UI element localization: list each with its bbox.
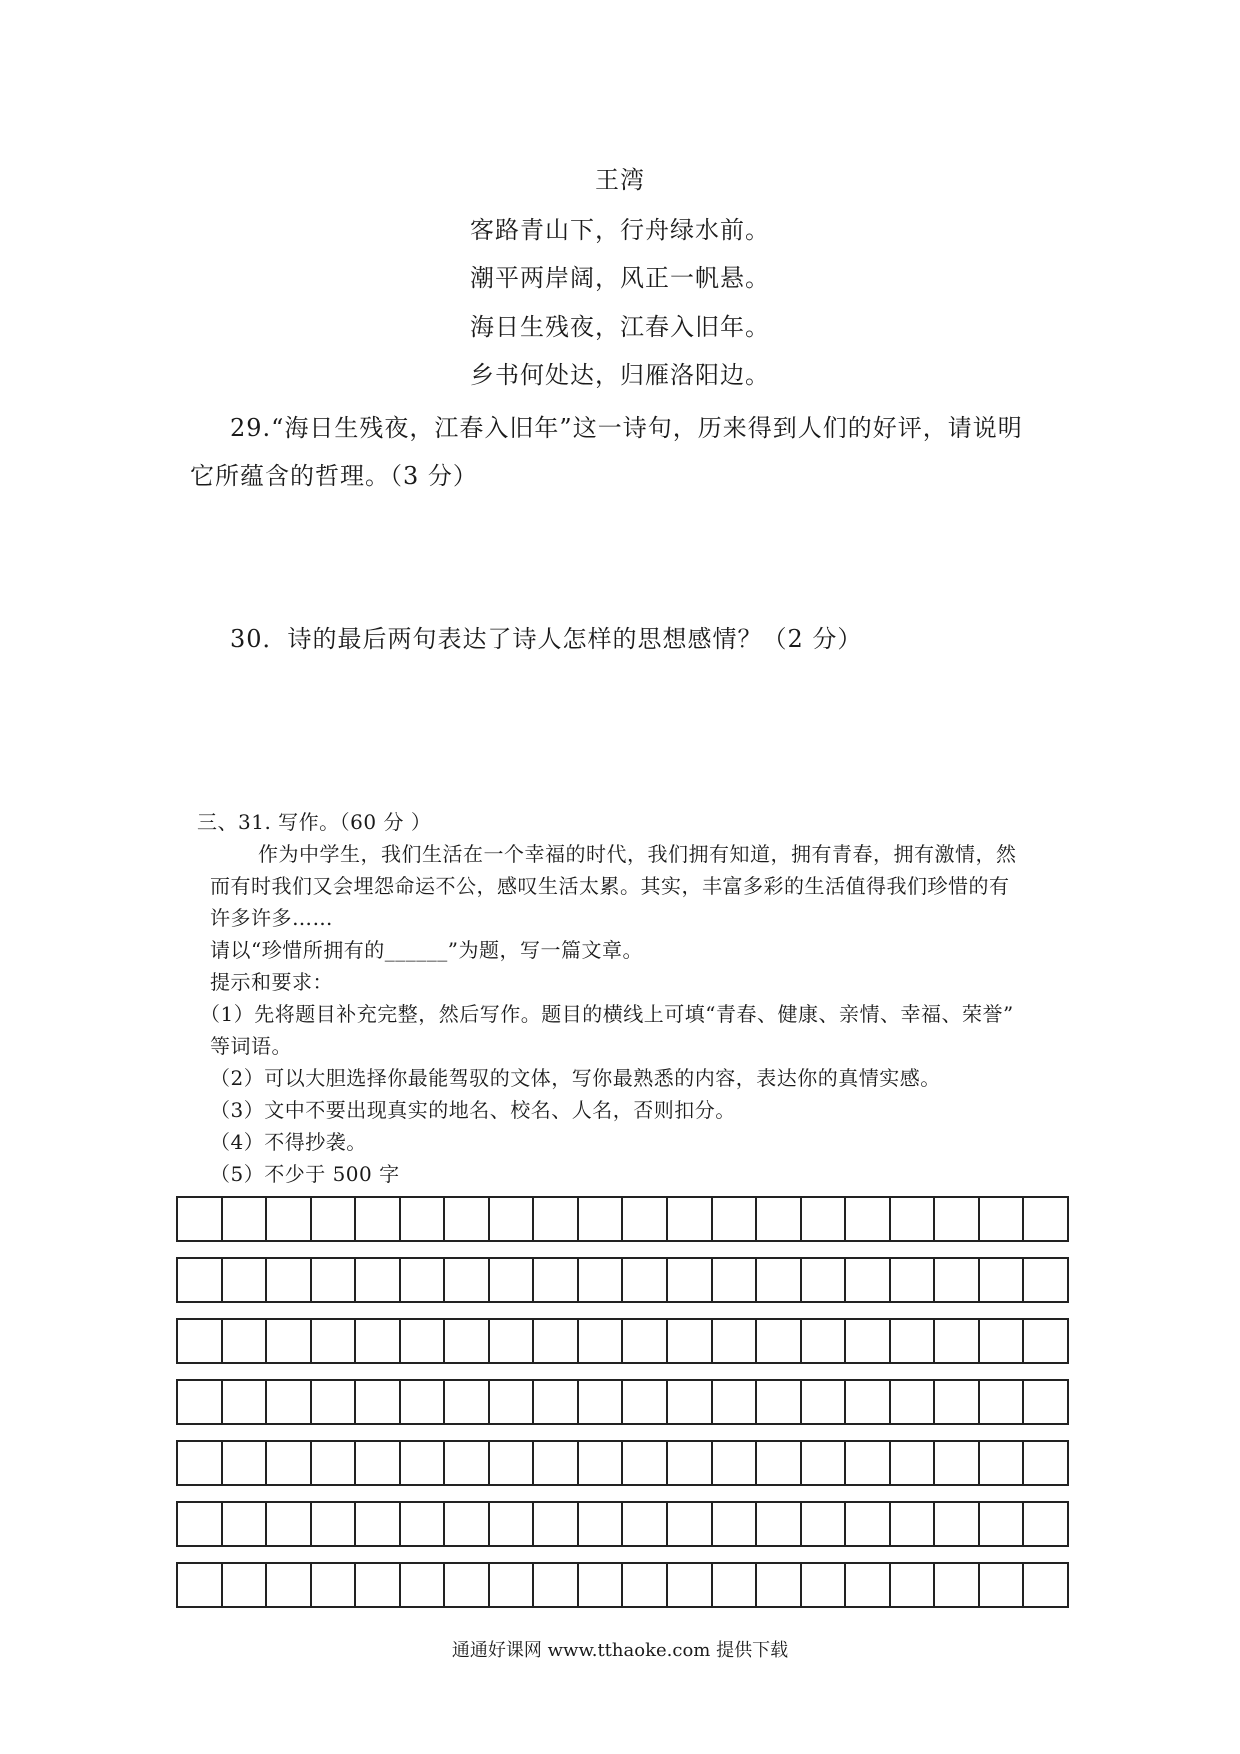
grid-row bbox=[176, 1562, 1069, 1608]
grid-cell[interactable] bbox=[1024, 1198, 1067, 1240]
answer-grid[interactable] bbox=[176, 1196, 1069, 1623]
grid-cell[interactable] bbox=[312, 1503, 357, 1545]
grid-cell[interactable] bbox=[178, 1503, 223, 1545]
grid-cell[interactable] bbox=[980, 1320, 1025, 1362]
grid-cell[interactable] bbox=[980, 1198, 1025, 1240]
grid-cell[interactable] bbox=[267, 1259, 312, 1301]
grid-cell[interactable] bbox=[490, 1442, 535, 1484]
grid-cell[interactable] bbox=[579, 1259, 624, 1301]
grid-cell[interactable] bbox=[802, 1259, 847, 1301]
grid-cell[interactable] bbox=[802, 1442, 847, 1484]
grid-cell[interactable] bbox=[1024, 1381, 1067, 1423]
grid-cell[interactable] bbox=[891, 1198, 936, 1240]
grid-cell[interactable] bbox=[445, 1381, 490, 1423]
grid-cell[interactable] bbox=[713, 1564, 758, 1606]
grid-cell[interactable] bbox=[223, 1503, 268, 1545]
grid-cell[interactable] bbox=[490, 1381, 535, 1423]
grid-cell[interactable] bbox=[757, 1503, 802, 1545]
grid-cell[interactable] bbox=[534, 1381, 579, 1423]
writing-title-prompt: 请以“珍惜所拥有的______”为题，写一篇文章。 bbox=[210, 938, 643, 962]
grid-cell[interactable] bbox=[223, 1442, 268, 1484]
grid-cell[interactable] bbox=[534, 1259, 579, 1301]
writing-requirement-4: （4）不得抄袭。 bbox=[210, 1130, 367, 1154]
grid-cell[interactable] bbox=[445, 1564, 490, 1606]
grid-row bbox=[176, 1379, 1069, 1425]
grid-cell[interactable] bbox=[490, 1503, 535, 1545]
grid-cell[interactable] bbox=[490, 1320, 535, 1362]
grid-cell[interactable] bbox=[490, 1564, 535, 1606]
grid-cell[interactable] bbox=[445, 1503, 490, 1545]
grid-cell[interactable] bbox=[891, 1564, 936, 1606]
grid-cell[interactable] bbox=[668, 1320, 713, 1362]
grid-cell[interactable] bbox=[980, 1503, 1025, 1545]
grid-cell[interactable] bbox=[935, 1198, 980, 1240]
grid-cell[interactable] bbox=[802, 1381, 847, 1423]
grid-cell[interactable] bbox=[623, 1381, 668, 1423]
grid-cell[interactable] bbox=[445, 1442, 490, 1484]
grid-cell[interactable] bbox=[668, 1442, 713, 1484]
grid-cell[interactable] bbox=[668, 1381, 713, 1423]
writing-intro-line-2: 而有时我们又会埋怨命运不公，感叹生活太累。其实，丰富多彩的生活值得我们珍惜的有 bbox=[210, 874, 1010, 898]
grid-cell[interactable] bbox=[1024, 1320, 1067, 1362]
grid-cell[interactable] bbox=[1024, 1564, 1067, 1606]
grid-cell[interactable] bbox=[401, 1442, 446, 1484]
grid-cell[interactable] bbox=[713, 1442, 758, 1484]
grid-cell[interactable] bbox=[534, 1198, 579, 1240]
grid-cell[interactable] bbox=[623, 1259, 668, 1301]
grid-cell[interactable] bbox=[935, 1259, 980, 1301]
grid-cell[interactable] bbox=[178, 1259, 223, 1301]
grid-cell[interactable] bbox=[713, 1198, 758, 1240]
grid-cell[interactable] bbox=[802, 1564, 847, 1606]
grid-cell[interactable] bbox=[579, 1564, 624, 1606]
grid-cell[interactable] bbox=[401, 1259, 446, 1301]
grid-cell[interactable] bbox=[713, 1381, 758, 1423]
grid-cell[interactable] bbox=[579, 1320, 624, 1362]
grid-cell[interactable] bbox=[579, 1442, 624, 1484]
grid-cell[interactable] bbox=[534, 1442, 579, 1484]
grid-cell[interactable] bbox=[267, 1503, 312, 1545]
grid-cell[interactable] bbox=[846, 1442, 891, 1484]
grid-cell[interactable] bbox=[891, 1259, 936, 1301]
grid-cell[interactable] bbox=[846, 1320, 891, 1362]
writing-heading: 三、31. 写作。（60 分 ） bbox=[197, 810, 432, 834]
writing-intro-line-3: 许多许多…… bbox=[210, 906, 333, 930]
question-29-line-1: 29.“海日生残夜，江春入旧年”这一诗句，历来得到人们的好评，请说明 bbox=[230, 414, 1023, 442]
grid-cell[interactable] bbox=[713, 1320, 758, 1362]
grid-cell[interactable] bbox=[178, 1381, 223, 1423]
grid-cell[interactable] bbox=[1024, 1259, 1067, 1301]
grid-cell[interactable] bbox=[623, 1320, 668, 1362]
grid-cell[interactable] bbox=[401, 1320, 446, 1362]
grid-cell[interactable] bbox=[668, 1503, 713, 1545]
grid-cell[interactable] bbox=[356, 1320, 401, 1362]
grid-cell[interactable] bbox=[223, 1320, 268, 1362]
grid-cell[interactable] bbox=[223, 1259, 268, 1301]
grid-cell[interactable] bbox=[980, 1381, 1025, 1423]
grid-cell[interactable] bbox=[579, 1198, 624, 1240]
grid-cell[interactable] bbox=[356, 1198, 401, 1240]
grid-cell[interactable] bbox=[935, 1320, 980, 1362]
grid-cell[interactable] bbox=[401, 1381, 446, 1423]
grid-cell[interactable] bbox=[356, 1381, 401, 1423]
writing-requirement-1-line-2: 等词语。 bbox=[210, 1034, 292, 1058]
grid-cell[interactable] bbox=[757, 1259, 802, 1301]
grid-cell[interactable] bbox=[980, 1564, 1025, 1606]
grid-cell[interactable] bbox=[356, 1564, 401, 1606]
grid-cell[interactable] bbox=[178, 1198, 223, 1240]
grid-row bbox=[176, 1440, 1069, 1486]
grid-cell[interactable] bbox=[445, 1259, 490, 1301]
grid-cell[interactable] bbox=[1024, 1442, 1067, 1484]
grid-cell[interactable] bbox=[846, 1259, 891, 1301]
grid-cell[interactable] bbox=[534, 1503, 579, 1545]
poem-line-1: 客路青山下，行舟绿水前。 bbox=[470, 216, 770, 244]
grid-cell[interactable] bbox=[757, 1564, 802, 1606]
grid-cell[interactable] bbox=[668, 1564, 713, 1606]
writing-requirement-1-line-1: （1）先将题目补充完整，然后写作。题目的横线上可填“青春、健康、亲情、幸福、荣誉” bbox=[200, 1002, 1014, 1026]
grid-cell[interactable] bbox=[579, 1381, 624, 1423]
poem-line-4: 乡书何处达，归雁洛阳边。 bbox=[470, 361, 770, 389]
poem-author: 王湾 bbox=[595, 166, 645, 194]
grid-cell[interactable] bbox=[713, 1503, 758, 1545]
grid-row bbox=[176, 1257, 1069, 1303]
poem-line-3: 海日生残夜，江春入旧年。 bbox=[470, 313, 770, 341]
grid-cell[interactable] bbox=[623, 1442, 668, 1484]
question-30: 30．诗的最后两句表达了诗人怎样的思想感情？（2 分） bbox=[230, 625, 863, 653]
grid-cell[interactable] bbox=[935, 1381, 980, 1423]
grid-cell[interactable] bbox=[401, 1503, 446, 1545]
grid-cell[interactable] bbox=[490, 1198, 535, 1240]
grid-cell[interactable] bbox=[757, 1442, 802, 1484]
grid-cell[interactable] bbox=[267, 1564, 312, 1606]
grid-cell[interactable] bbox=[312, 1381, 357, 1423]
footer-source: 通通好课网 www.tthaoke.com 提供下载 bbox=[451, 1640, 789, 1661]
grid-cell[interactable] bbox=[891, 1442, 936, 1484]
grid-cell[interactable] bbox=[980, 1442, 1025, 1484]
poem-line-2: 潮平两岸阔，风正一帆悬。 bbox=[470, 264, 770, 292]
grid-cell[interactable] bbox=[846, 1564, 891, 1606]
writing-intro-line-1: 作为中学生，我们生活在一个幸福的时代，我们拥有知道，拥有青春，拥有激情，然 bbox=[258, 842, 1017, 866]
grid-cell[interactable] bbox=[312, 1259, 357, 1301]
writing-tips-heading: 提示和要求： bbox=[210, 970, 333, 994]
grid-cell[interactable] bbox=[534, 1564, 579, 1606]
grid-cell[interactable] bbox=[623, 1198, 668, 1240]
grid-cell[interactable] bbox=[846, 1503, 891, 1545]
grid-cell[interactable] bbox=[223, 1564, 268, 1606]
grid-cell[interactable] bbox=[445, 1320, 490, 1362]
grid-cell[interactable] bbox=[757, 1198, 802, 1240]
grid-cell[interactable] bbox=[312, 1320, 357, 1362]
grid-cell[interactable] bbox=[757, 1381, 802, 1423]
grid-cell[interactable] bbox=[668, 1198, 713, 1240]
grid-row bbox=[176, 1196, 1069, 1242]
grid-cell[interactable] bbox=[267, 1320, 312, 1362]
grid-cell[interactable] bbox=[178, 1564, 223, 1606]
grid-cell[interactable] bbox=[846, 1198, 891, 1240]
grid-cell[interactable] bbox=[802, 1320, 847, 1362]
grid-cell[interactable] bbox=[178, 1320, 223, 1362]
grid-row bbox=[176, 1318, 1069, 1364]
grid-cell[interactable] bbox=[401, 1564, 446, 1606]
grid-cell[interactable] bbox=[1024, 1503, 1067, 1545]
grid-cell[interactable] bbox=[579, 1503, 624, 1545]
grid-cell[interactable] bbox=[534, 1320, 579, 1362]
writing-requirement-3: （3）文中不要出现真实的地名、校名、人名，否则扣分。 bbox=[210, 1098, 736, 1122]
grid-cell[interactable] bbox=[223, 1198, 268, 1240]
grid-cell[interactable] bbox=[935, 1442, 980, 1484]
grid-cell[interactable] bbox=[980, 1259, 1025, 1301]
writing-requirement-5: （5）不少于 500 字 bbox=[210, 1162, 400, 1186]
grid-cell[interactable] bbox=[713, 1259, 758, 1301]
grid-cell[interactable] bbox=[178, 1442, 223, 1484]
grid-cell[interactable] bbox=[846, 1381, 891, 1423]
grid-cell[interactable] bbox=[891, 1320, 936, 1362]
grid-row bbox=[176, 1501, 1069, 1547]
grid-cell[interactable] bbox=[623, 1564, 668, 1606]
grid-cell[interactable] bbox=[223, 1381, 268, 1423]
grid-cell[interactable] bbox=[445, 1198, 490, 1240]
grid-cell[interactable] bbox=[891, 1381, 936, 1423]
grid-cell[interactable] bbox=[267, 1442, 312, 1484]
grid-cell[interactable] bbox=[757, 1320, 802, 1362]
grid-cell[interactable] bbox=[401, 1198, 446, 1240]
grid-cell[interactable] bbox=[891, 1503, 936, 1545]
grid-cell[interactable] bbox=[356, 1259, 401, 1301]
grid-cell[interactable] bbox=[802, 1198, 847, 1240]
grid-cell[interactable] bbox=[668, 1259, 713, 1301]
writing-requirement-2: （2）可以大胆选择你最能驾驭的文体，写你最熟悉的内容，表达你的真情实感。 bbox=[210, 1066, 941, 1090]
grid-cell[interactable] bbox=[935, 1564, 980, 1606]
question-29-line-2: 它所蕴含的哲理。（3 分） bbox=[190, 462, 478, 490]
grid-cell[interactable] bbox=[490, 1259, 535, 1301]
grid-cell[interactable] bbox=[935, 1503, 980, 1545]
grid-cell[interactable] bbox=[802, 1503, 847, 1545]
grid-cell[interactable] bbox=[267, 1198, 312, 1240]
grid-cell[interactable] bbox=[312, 1564, 357, 1606]
grid-cell[interactable] bbox=[312, 1442, 357, 1484]
grid-cell[interactable] bbox=[356, 1503, 401, 1545]
grid-cell[interactable] bbox=[312, 1198, 357, 1240]
grid-cell[interactable] bbox=[267, 1381, 312, 1423]
grid-cell[interactable] bbox=[623, 1503, 668, 1545]
grid-cell[interactable] bbox=[356, 1442, 401, 1484]
